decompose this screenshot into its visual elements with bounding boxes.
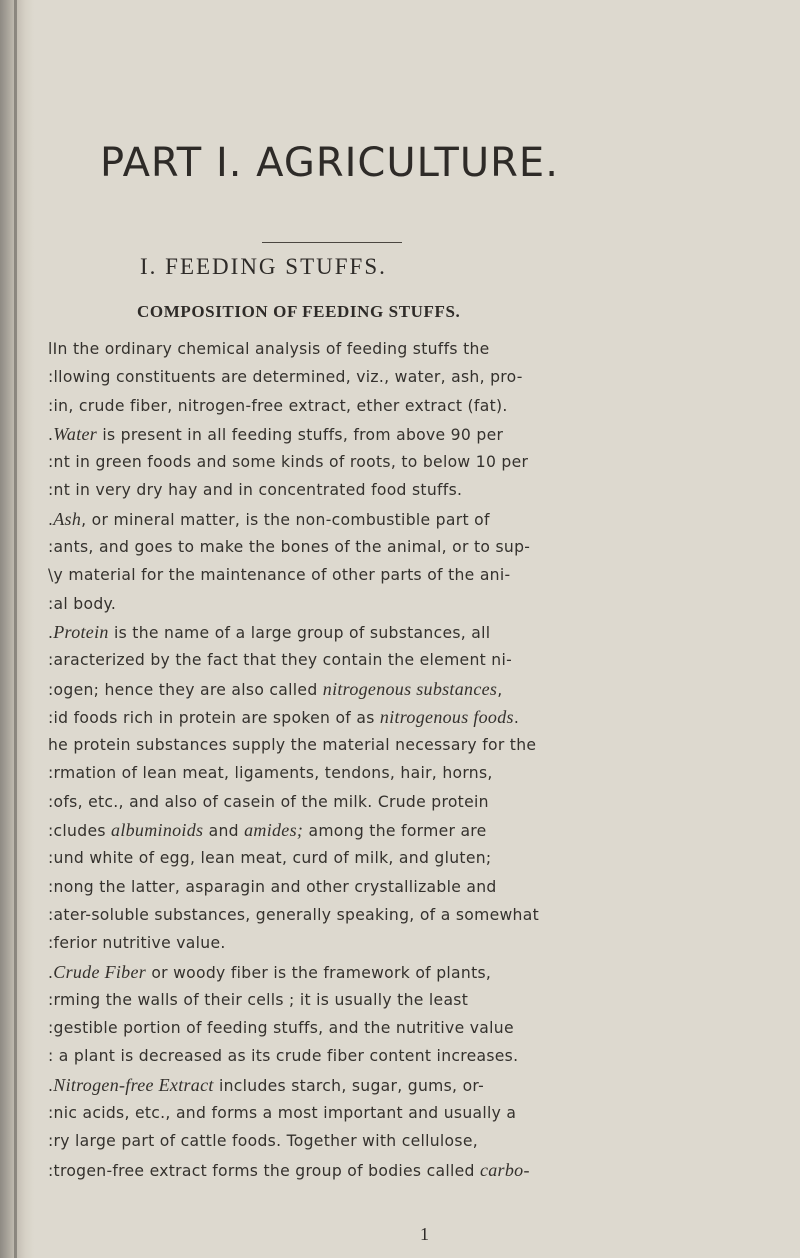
text-line: .Nitrogen-free Extract includes starch, sugar, gums, or- [48, 1074, 485, 1095]
text-line: :ry large part of cattle foods. Together with cellulose, [48, 1132, 478, 1151]
binding-shadow-line [14, 0, 17, 1258]
text-line: .Ash, or mineral matter, is the non-combustible part of [48, 508, 490, 529]
text-line: :nt in very dry hay and in concentrated food stuffs. [48, 481, 463, 500]
text-line: : a plant is decreased as its crude fiber content increases. [48, 1047, 519, 1066]
text-line: :und white of egg, lean meat, curd of milk, and gluten; [48, 849, 492, 868]
text-line: :ofs, etc., and also of casein of the milk. Crude protein [48, 792, 489, 811]
text-line: \y material for the maintenance of other parts of the ani- [48, 566, 511, 585]
text-line: :aracterized by the fact that they contain the element ni- [48, 651, 513, 670]
text-line: :llowing constituents are determined, viz., water, ash, pro- [48, 368, 523, 387]
text-line: :nong the latter, asparagin and other crystallizable and [48, 877, 497, 896]
page-number: 1 [420, 1224, 429, 1244]
text-line: :nt in green foods and some kinds of roots, to below 10 per [48, 453, 529, 472]
text-line: :ogen; hence they are also called nitrogenous substances, [48, 678, 503, 699]
text-line: :gestible portion of feeding stuffs, and the nutritive value [48, 1019, 514, 1038]
text-line: :ants, and goes to make the bones of the animal, or to sup- [48, 538, 531, 557]
body-text [48, 335, 792, 1184]
text-line: :cludes albuminoids and amides; among the former are [48, 820, 487, 841]
text-line: :trogen-free extract forms the group of bodies called carbo- [48, 1159, 530, 1180]
text-line: :ater-soluble substances, generally speaking, of a somewhat [48, 905, 539, 924]
text-line: :rming the walls of their cells ; it is usually the least [48, 990, 469, 1009]
text-line: :in, crude fiber, nitrogen-free extract, ether extract (fat). [48, 396, 508, 415]
book-binding-edge [0, 0, 34, 1258]
section-title: I. FEEDING STUFFS. [140, 254, 387, 279]
text-line: :ferior nutritive value. [48, 934, 226, 953]
text-line: :id foods rich in protein are spoken of as nitrogenous foods. [48, 706, 520, 727]
sub-title: COMPOSITION OF FEEDING STUFFS. [137, 302, 461, 321]
text-line: :al body. [48, 594, 117, 613]
text-line: :nic acids, etc., and forms a most important and usually a [48, 1104, 517, 1123]
text-line: he protein substances supply the material necessary for the [48, 736, 537, 755]
text-line: :rmation of lean meat, ligaments, tendons, hair, horns, [48, 764, 493, 783]
text-line: lIn the ordinary chemical analysis of feeding stuffs the [48, 340, 490, 358]
title-rule [262, 242, 402, 243]
text-line: .Water is present in all feeding stuffs, from above 90 per [48, 423, 504, 444]
text-line: .Protein is the name of a large group of substances, all [48, 621, 491, 642]
text-line: .Crude Fiber or woody fiber is the framework of plants, [48, 961, 492, 982]
part-title: PART I. AGRICULTURE. [100, 140, 559, 186]
